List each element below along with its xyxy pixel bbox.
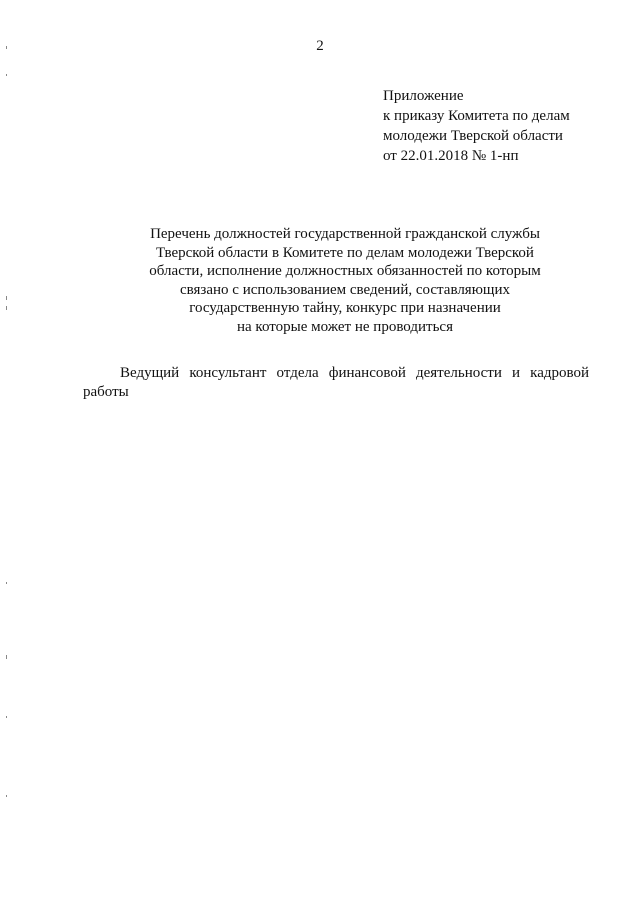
position-list [83, 364, 589, 402]
document-title [100, 225, 590, 336]
scan-margin-mark [6, 74, 7, 76]
appendix-line: Приложение [383, 88, 464, 104]
scan-margin-mark [6, 296, 7, 300]
appendix-block [383, 86, 570, 166]
scan-margin-mark [6, 716, 7, 718]
page-number: 2 [316, 38, 324, 54]
scan-margin-mark [6, 306, 7, 310]
scan-margin-mark [6, 655, 7, 659]
appendix-line: к приказу Комитета по делам [383, 108, 570, 124]
appendix-line: молодежи Тверской области [383, 128, 563, 144]
position-line-continuation: работы [83, 384, 129, 400]
title-line: государственную тайну, конкурс при назначении [189, 300, 501, 316]
scan-margin-mark [6, 46, 7, 49]
position-line: Ведущий консультант отдела финансовой деятельности и кадровой [120, 365, 589, 381]
title-line: на которые может не проводиться [237, 318, 453, 335]
scan-margin-mark [6, 795, 7, 797]
title-line: области, исполнение должностных обязанностей по которым [149, 263, 541, 279]
title-line: связано с использованием сведений, составляющих [179, 281, 510, 298]
scan-margin-mark [6, 582, 7, 584]
appendix-line: от 22.01.2018 № 1-нп [383, 148, 519, 164]
title-line: Перечень должностей государственной гражданской службы [150, 226, 540, 242]
title-line: Тверской области в Комитете по делам молодежи Тверской [156, 244, 534, 261]
